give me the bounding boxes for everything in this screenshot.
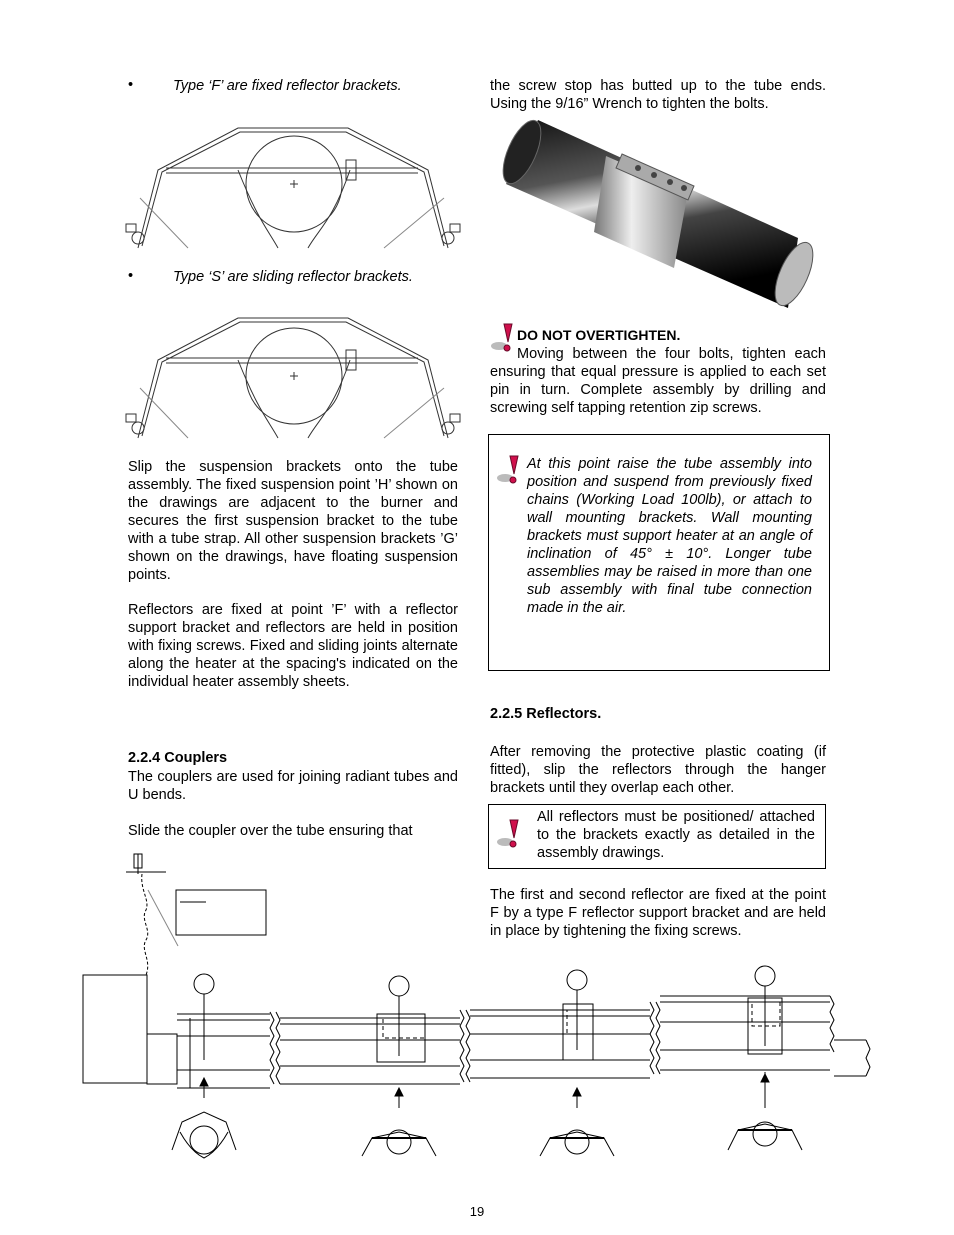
bullet-marker: • bbox=[128, 77, 134, 93]
heading-couplers: 2.2.4 Couplers bbox=[128, 750, 228, 766]
heading-reflectors: 2.2.5 Reflectors. bbox=[490, 706, 602, 722]
warning-text: Moving between the four bolts, tighten each ensuring that equal pressure is applied to each set pin in turn. Complete assembly by drilling and screwing self tapping retention zip screws. bbox=[490, 346, 826, 416]
para-protective-coating: After removing the protective plastic coating (if fitted), slip the reflectors through the hanger brackets until they overlap each other. bbox=[490, 744, 826, 796]
para-first-second-reflector: The first and second reflector are fixed at the point F by a type F reflector support bracket and are held in place by tightening the fixing screws. bbox=[490, 887, 826, 939]
page-number: 19 bbox=[469, 1204, 485, 1219]
para-screw-stop: the screw stop has butted up to the tube ends. Using the 9/16” Wrench to tighten the bolts. bbox=[490, 78, 826, 112]
note-position-text: All reflectors must be positioned/ attached to the brackets exactly as detailed in the assembly drawings. bbox=[537, 809, 815, 861]
warning-title: DO NOT OVERTIGHTEN. bbox=[517, 327, 681, 343]
note-raise-text: At this point raise the tube assembly into position and suspend from previously fixed chains (Working Load 100lb), or attach to wall mounting brackets. Wall mounting brackets must support heater at an angle of inclination of 45° ± 10°. Longer tube assemblies may be raised in more than one sub assembly with final tube connection made in the air. bbox=[527, 456, 812, 616]
type-s-bracket-diagram bbox=[118, 310, 468, 442]
exclamation-warning-icon bbox=[496, 818, 522, 850]
type-f-bracket-diagram bbox=[118, 120, 468, 252]
coupler-tube-illustration bbox=[498, 118, 818, 318]
para-couplers: The couplers are used for joining radiant tubes and U bends. bbox=[128, 769, 458, 803]
bullet-type-s: Type ‘S’ are sliding reflector brackets. bbox=[173, 269, 413, 285]
para-reflectors-fixed: Reflectors are fixed at point ’F’ with a reflector support bracket and reflectors are held in position with fixing screws. Fixed and sliding joints alternate along the heater at the spacing's indicated on the individual heater assembly sheets. bbox=[128, 602, 458, 690]
exclamation-warning-icon bbox=[496, 454, 522, 486]
para-suspension: Slip the suspension brackets onto the tube assembly. The fixed suspension point ’H’ shown on the drawings are adjacent to the burner and secures the first suspension bracket to the tube with a tube strap. All other suspension brackets ’G’ shown on the drawings, have floating suspension points. bbox=[128, 459, 458, 583]
bullet-type-f: Type ‘F’ are fixed reflector brackets. bbox=[173, 78, 402, 94]
para-slide-coupler: Slide the coupler over the tube ensuring that bbox=[128, 823, 413, 839]
bullet-marker: • bbox=[128, 268, 134, 284]
heater-assembly-drawing bbox=[0, 850, 954, 1170]
